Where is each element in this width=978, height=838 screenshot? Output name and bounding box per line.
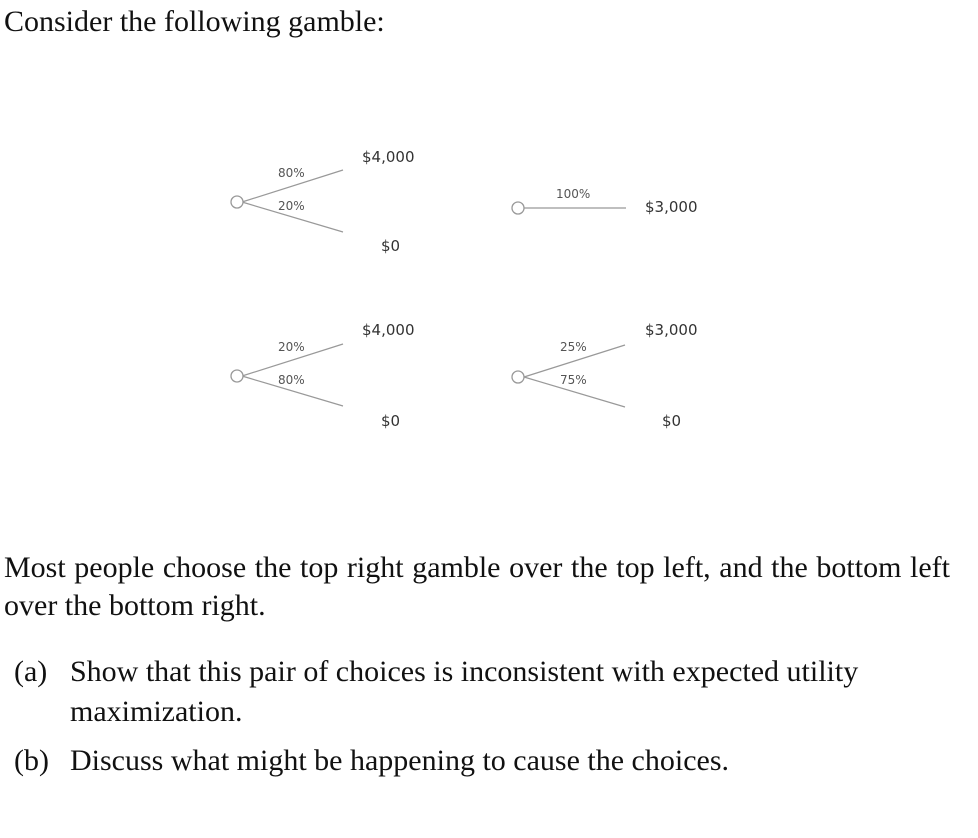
question-a-text: Show that this pair of choices is inconsistent with expected utility maximization.	[70, 655, 859, 728]
top-left-outcome-2: $0	[381, 237, 401, 255]
bottom-left-outcome-2: $0	[381, 412, 401, 430]
node-top-right	[512, 202, 524, 214]
bottom-right-outcome-1: $3,000	[645, 321, 698, 339]
bottom-left-prob-1: 20%	[278, 340, 305, 354]
top-right-outcome-1: $3,000	[645, 198, 698, 216]
choice-paragraph: Most people choose the top right gamble over the top left, and the bottom left over the bottom right.	[4, 551, 950, 622]
top-left-prob-2: 20%	[278, 199, 305, 213]
question-b-tag: (b)	[14, 744, 49, 777]
question-b-text: Discuss what might be happening to cause the choices.	[70, 744, 730, 777]
intro-text: Consider the following gamble:	[4, 5, 385, 38]
tree-top-right	[512, 202, 626, 214]
bottom-right-prob-2: 75%	[560, 373, 587, 387]
node-top-left	[231, 196, 243, 208]
top-left-outcome-1: $4,000	[362, 148, 415, 166]
node-bottom-right	[512, 371, 524, 383]
question-a-tag: (a)	[14, 655, 48, 688]
bottom-right-outcome-2: $0	[662, 412, 682, 430]
question-b	[0, 741, 978, 781]
bottom-right-prob-1: 25%	[560, 340, 587, 354]
bottom-left-prob-2: 80%	[278, 373, 305, 387]
question-a	[0, 652, 978, 732]
top-right-prob-1: 100%	[556, 187, 591, 201]
bottom-left-outcome-1: $4,000	[362, 321, 415, 339]
top-left-prob-1: 80%	[278, 166, 305, 180]
node-bottom-left	[231, 370, 243, 382]
